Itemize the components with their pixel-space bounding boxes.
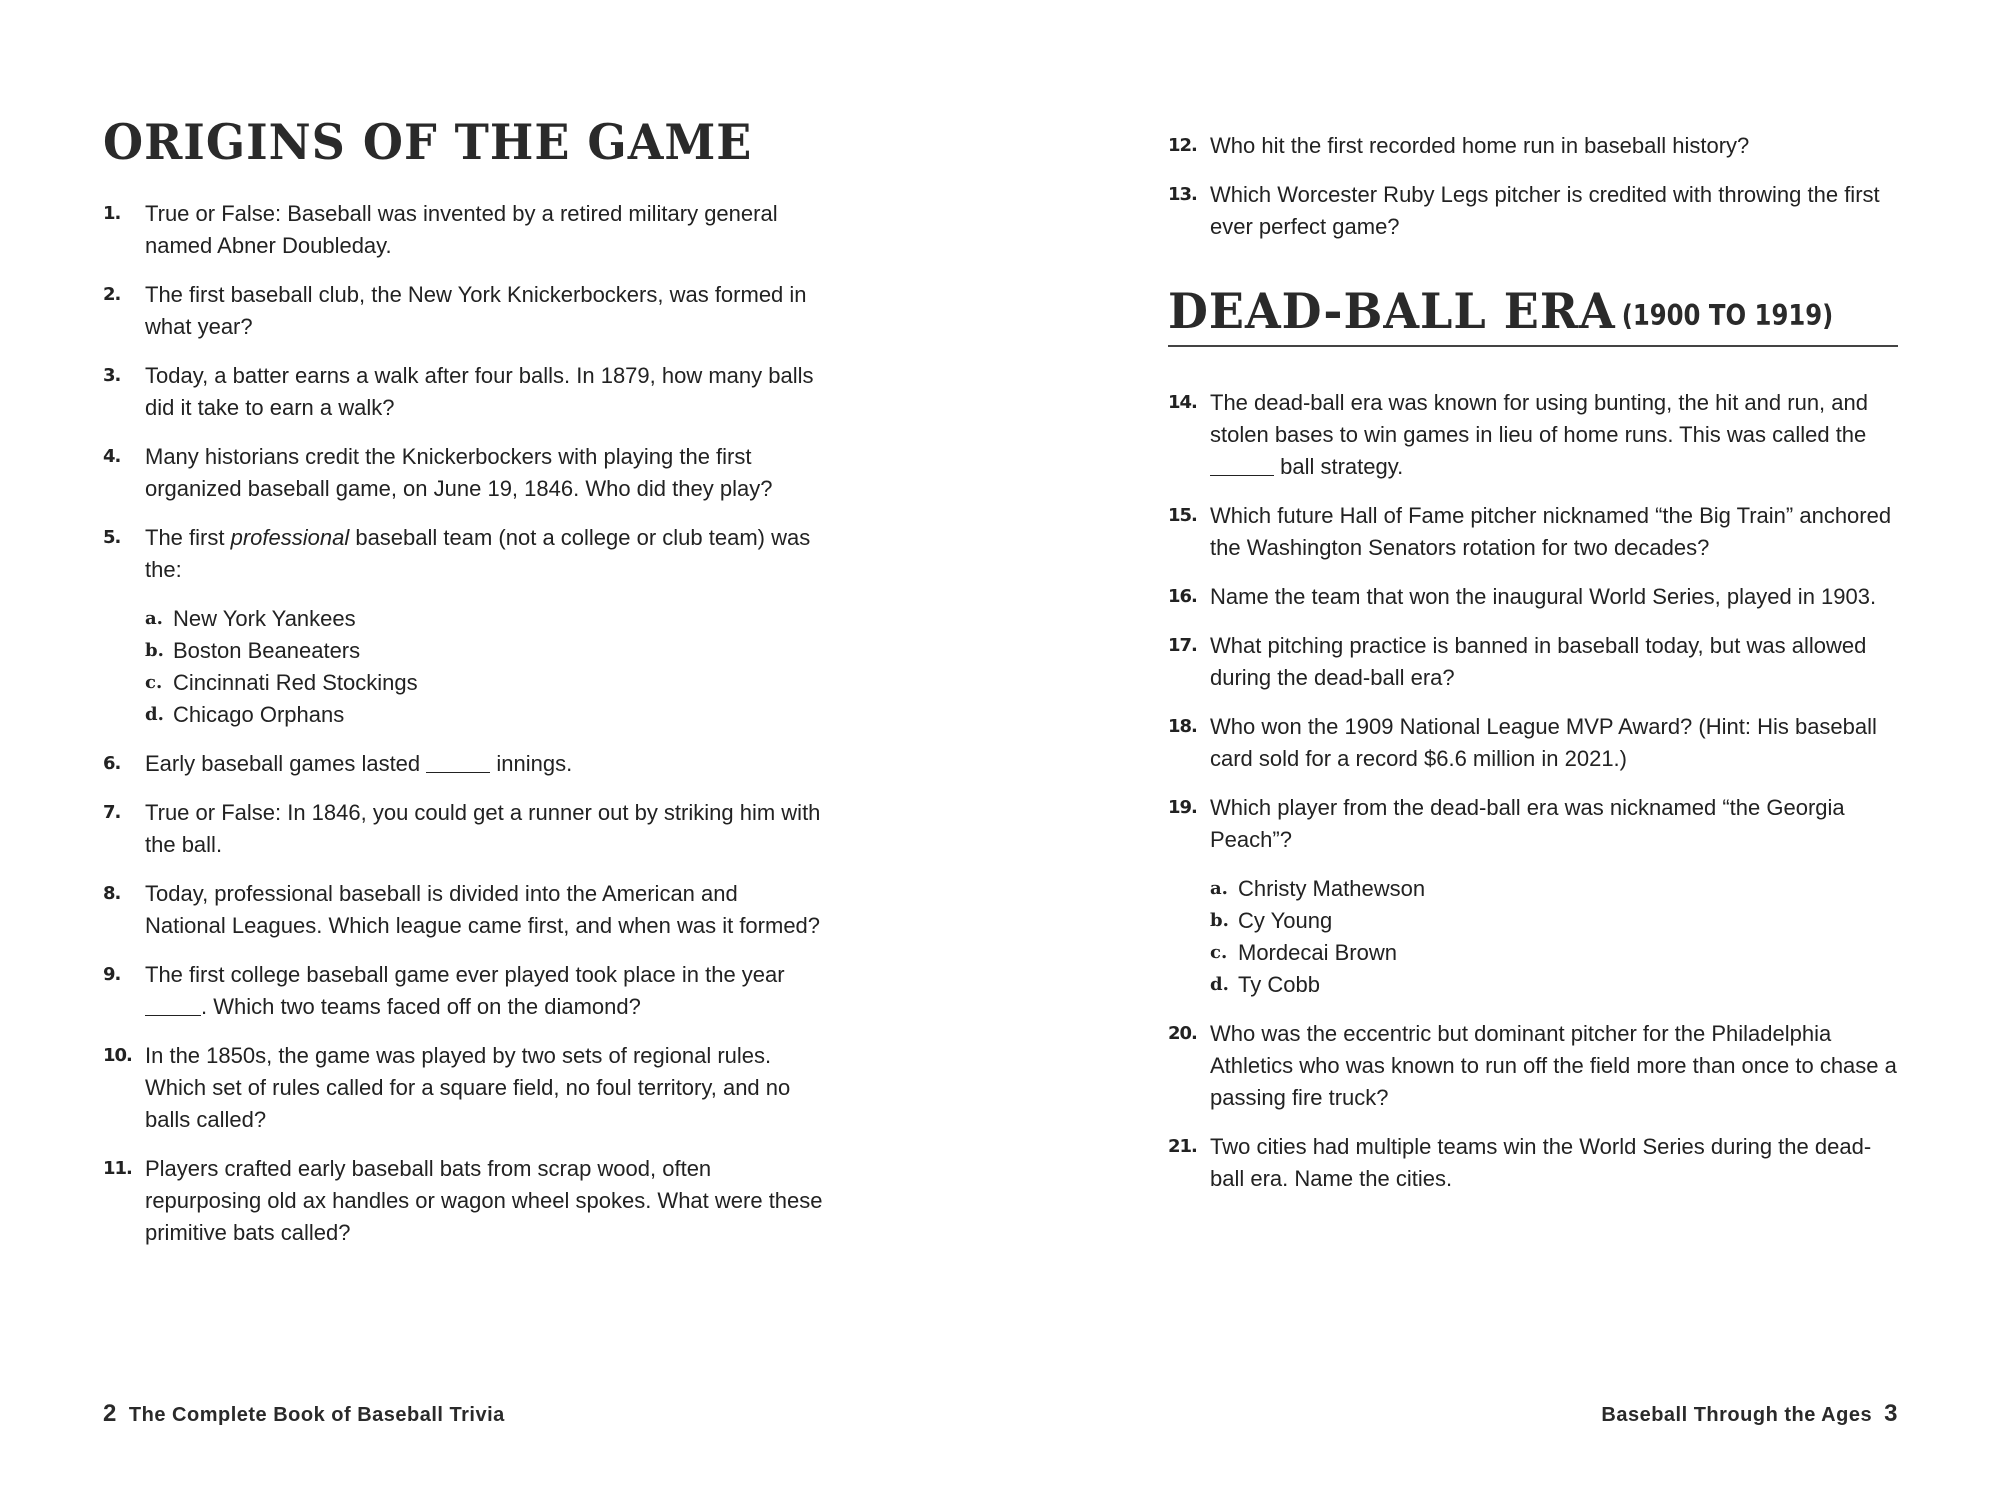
question-text-pre: The dead-ball era was known for using bunting, the hit and run, and stolen bases to win games in lieu of home runs. This was called the bbox=[1210, 390, 1868, 447]
question-text: True or False: In 1846, you could get a runner out by striking him with the ball. bbox=[145, 800, 821, 857]
question-text: In the 1850s, the game was played by two sets of regional rules. Which set of rules called for a square field, no foul territory, and no balls called? bbox=[145, 1043, 791, 1132]
question-17 bbox=[1168, 630, 1898, 694]
page-number: 2 bbox=[103, 1400, 117, 1427]
question-text-post: baseball team (not a college or club team) was the: bbox=[145, 525, 811, 582]
answer-option-a bbox=[1210, 873, 1898, 905]
question-text: What pitching practice is banned in baseball today, but was allowed during the dead-ball era? bbox=[1210, 633, 1867, 690]
section-title-dead-ball bbox=[1168, 282, 1898, 340]
option-letter: a. bbox=[1210, 878, 1228, 899]
question-20 bbox=[1168, 1018, 1898, 1114]
answer-option-d bbox=[145, 699, 823, 731]
option-text: Cincinnati Red Stockings bbox=[173, 670, 418, 695]
question-8 bbox=[103, 878, 823, 942]
answer-option-b bbox=[1210, 905, 1898, 937]
question-text-pre: The first bbox=[145, 525, 231, 550]
question-number: 18. bbox=[1168, 716, 1197, 737]
section-title-origins: ORIGINS OF THE GAME bbox=[103, 113, 753, 171]
question-text: Many historians credit the Knickerbockers with playing the first organized baseball game, on June 19, 1846. Who did they play? bbox=[145, 444, 773, 501]
question-13 bbox=[1168, 179, 1898, 243]
question-number: 5. bbox=[103, 527, 121, 548]
answer-option-c bbox=[1210, 937, 1898, 969]
option-letter: d. bbox=[145, 704, 164, 725]
answer-option-c bbox=[145, 667, 823, 699]
question-number: 14. bbox=[1168, 392, 1197, 413]
option-text: Ty Cobb bbox=[1238, 972, 1320, 997]
question-2 bbox=[103, 279, 823, 343]
question-6 bbox=[103, 748, 823, 780]
answer-options bbox=[145, 603, 823, 731]
question-10 bbox=[103, 1040, 823, 1136]
question-11 bbox=[103, 1153, 823, 1249]
question-9 bbox=[103, 959, 823, 1023]
question-text: Name the team that won the inaugural World Series, played in 1903. bbox=[1210, 584, 1877, 609]
footer-right bbox=[1601, 1400, 1898, 1428]
question-number: 3. bbox=[103, 365, 121, 386]
question-number: 1. bbox=[103, 203, 121, 224]
option-text: Chicago Orphans bbox=[173, 702, 345, 727]
question-14 bbox=[1168, 387, 1898, 483]
section-subtitle: (1900 TO 1919) bbox=[1621, 299, 1834, 333]
option-text: Mordecai Brown bbox=[1238, 940, 1397, 965]
answer-options bbox=[1210, 873, 1898, 1001]
section-title-text: DEAD-BALL ERA bbox=[1168, 282, 1616, 340]
question-number: 12. bbox=[1168, 135, 1197, 156]
question-number: 10. bbox=[103, 1045, 132, 1066]
question-21 bbox=[1168, 1131, 1898, 1195]
question-number: 2. bbox=[103, 284, 121, 305]
option-letter: b. bbox=[1210, 910, 1229, 931]
question-18 bbox=[1168, 711, 1898, 775]
option-text: New York Yankees bbox=[173, 606, 356, 631]
question-text-post: innings. bbox=[490, 751, 573, 776]
question-number: 20. bbox=[1168, 1023, 1197, 1044]
question-list-right bbox=[1168, 387, 1898, 1195]
option-letter: d. bbox=[1210, 974, 1229, 995]
section-heading-dead-ball bbox=[1168, 282, 1898, 347]
question-text bbox=[145, 525, 810, 582]
option-letter: c. bbox=[145, 672, 163, 693]
question-12 bbox=[1168, 130, 1898, 162]
section-running-head: Baseball Through the Ages bbox=[1601, 1404, 1873, 1426]
question-list-right-top bbox=[1168, 130, 1898, 243]
question-text: Two cities had multiple teams win the World Series during the dead-ball era. Name the cities. bbox=[1210, 1134, 1872, 1191]
question-number: 16. bbox=[1168, 586, 1197, 607]
question-number: 19. bbox=[1168, 797, 1197, 818]
question-number: 11. bbox=[103, 1158, 132, 1179]
question-text: Today, a batter earns a walk after four balls. In 1879, how many balls did it take to earn a walk? bbox=[145, 363, 814, 420]
book-title: The Complete Book of Baseball Trivia bbox=[128, 1404, 505, 1426]
section-divider bbox=[1168, 345, 1898, 347]
question-text: The first baseball club, the New York Knickerbockers, was formed in what year? bbox=[145, 282, 807, 339]
question-5 bbox=[103, 522, 823, 731]
question-text-pre: The first college baseball game ever played took place in the year bbox=[145, 962, 785, 987]
question-text-emphasis: professional bbox=[230, 525, 350, 550]
answer-option-b bbox=[145, 635, 823, 667]
question-7 bbox=[103, 797, 823, 861]
question-number: 7. bbox=[103, 802, 121, 823]
question-number: 15. bbox=[1168, 505, 1197, 526]
question-text-post: ball strategy. bbox=[1274, 454, 1404, 479]
question-text: Which future Hall of Fame pitcher nicknamed “the Big Train” anchored the Washington Senators rotation for two decades? bbox=[1210, 503, 1892, 560]
option-letter: b. bbox=[145, 640, 164, 661]
question-text-post: . Which two teams faced off on the diamond? bbox=[201, 994, 641, 1019]
question-text: Which player from the dead-ball era was nicknamed “the Georgia Peach”? bbox=[1210, 795, 1845, 852]
question-text bbox=[145, 962, 785, 1019]
question-number: 13. bbox=[1168, 184, 1197, 205]
answer-blank bbox=[1210, 455, 1274, 476]
question-number: 17. bbox=[1168, 635, 1197, 656]
question-text: Who won the 1909 National League MVP Award? (Hint: His baseball card sold for a record $6.6 million in 2021.) bbox=[1210, 714, 1877, 771]
option-letter: a. bbox=[145, 608, 163, 629]
page-number: 3 bbox=[1884, 1400, 1898, 1427]
question-3 bbox=[103, 360, 823, 424]
question-number: 6. bbox=[103, 753, 121, 774]
question-text: Which Worcester Ruby Legs pitcher is credited with throwing the first ever perfect game? bbox=[1210, 182, 1880, 239]
question-19 bbox=[1168, 792, 1898, 1001]
answer-blank bbox=[145, 995, 201, 1016]
option-text: Christy Mathewson bbox=[1238, 876, 1426, 901]
question-number: 9. bbox=[103, 964, 121, 985]
question-text-pre: Early baseball games lasted bbox=[145, 751, 427, 776]
answer-blank bbox=[426, 752, 490, 773]
question-text bbox=[1210, 390, 1868, 479]
option-text: Boston Beaneaters bbox=[173, 638, 361, 663]
option-text: Cy Young bbox=[1238, 908, 1333, 933]
footer-left bbox=[103, 1400, 505, 1428]
question-text: Who hit the first recorded home run in baseball history? bbox=[1210, 133, 1750, 158]
option-letter: c. bbox=[1210, 942, 1228, 963]
question-1 bbox=[103, 198, 823, 262]
question-number: 4. bbox=[103, 446, 121, 467]
question-16 bbox=[1168, 581, 1898, 613]
answer-option-a bbox=[145, 603, 823, 635]
question-15 bbox=[1168, 500, 1898, 564]
question-text: True or False: Baseball was invented by a retired military general named Abner Doubleday. bbox=[145, 201, 778, 258]
left-column bbox=[103, 113, 823, 1266]
question-text bbox=[145, 751, 572, 776]
question-4 bbox=[103, 441, 823, 505]
right-page bbox=[1000, 0, 2000, 1500]
answer-option-d bbox=[1210, 969, 1898, 1001]
question-number: 21. bbox=[1168, 1136, 1197, 1157]
question-text: Who was the eccentric but dominant pitcher for the Philadelphia Athletics who was known to run off the field more than once to chase a passing fire truck? bbox=[1210, 1021, 1897, 1110]
question-text: Today, professional baseball is divided into the American and National Leagues. Which league came first, and when was it formed? bbox=[145, 881, 821, 938]
question-list-left bbox=[103, 198, 823, 1249]
question-number: 8. bbox=[103, 883, 121, 904]
question-text: Players crafted early baseball bats from scrap wood, often repurposing old ax handles or wagon wheel spokes. What were these primitive bats called? bbox=[145, 1156, 823, 1245]
right-column bbox=[1168, 130, 1898, 1212]
